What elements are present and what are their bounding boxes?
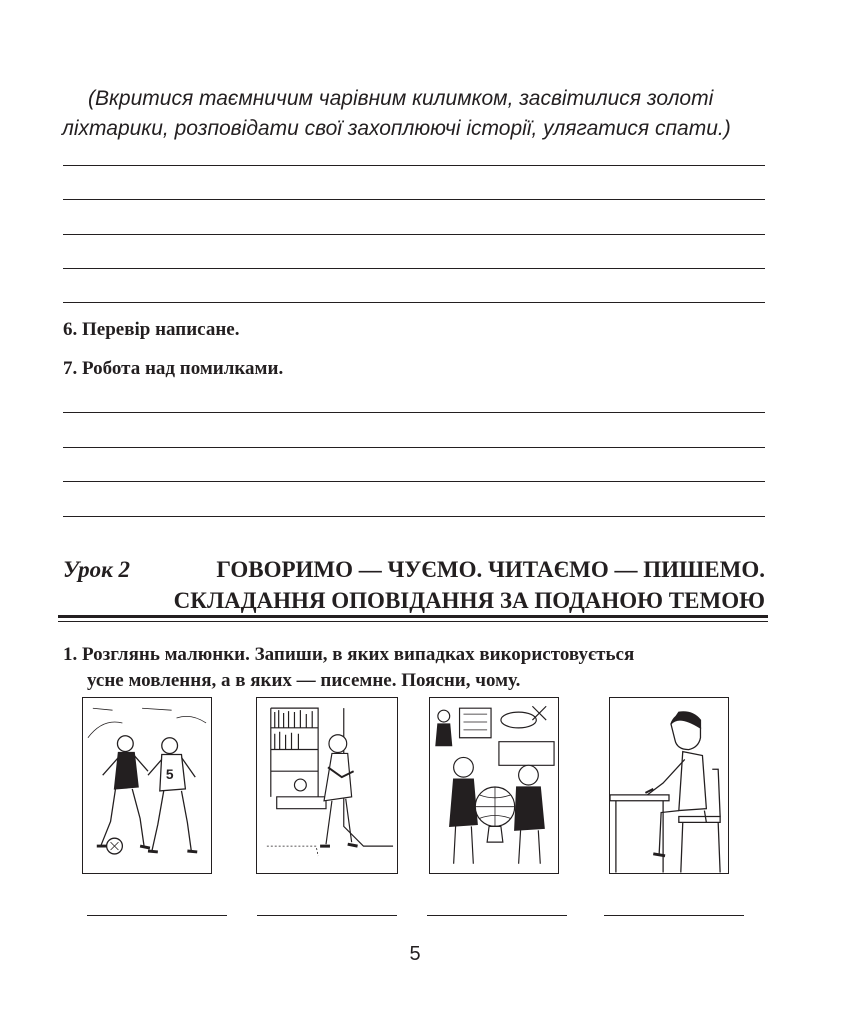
writing-line[interactable] — [63, 516, 765, 517]
lesson-label: Урок 2 — [63, 557, 130, 582]
task-6: 6. Перевір написане. — [63, 319, 240, 340]
answer-line-3[interactable] — [427, 915, 567, 916]
title-rule-thin — [58, 621, 768, 622]
writing-line[interactable] — [63, 268, 765, 269]
hint-line-2: ліхтарики, розповідати свої захоплюючі історії, улягатися спати.) — [62, 117, 731, 140]
writing-line[interactable] — [63, 447, 765, 448]
lesson-title-line-1: ГОВОРИМО — ЧУЄМО. ЧИТАЄМО — ПИШЕМО. — [216, 557, 765, 582]
task-1-line-1: 1. Розглянь малюнки. Запиши, в яких випадках використовується — [63, 644, 635, 665]
answer-line-2[interactable] — [257, 915, 397, 916]
writing-line[interactable] — [63, 302, 765, 303]
title-rule-thick — [58, 615, 768, 618]
answer-line-1[interactable] — [87, 915, 227, 916]
picture-football — [82, 697, 212, 874]
picture-library — [256, 697, 398, 874]
football-players-illustration — [83, 698, 211, 873]
task-7: 7. Робота над помилками. — [63, 358, 284, 379]
hint-text — [62, 84, 782, 144]
hint-line-1: (Вкритися таємничим чарівним килимком, засвітилися золоті — [88, 87, 714, 110]
jersey-number: 5 — [165, 767, 174, 783]
boy-writing-illustration — [610, 698, 728, 873]
picture-writing — [609, 697, 729, 874]
writing-line[interactable] — [63, 234, 765, 235]
writing-line[interactable] — [63, 165, 765, 166]
page-number: 5 — [409, 943, 421, 965]
answer-line-4[interactable] — [604, 915, 744, 916]
writing-line[interactable] — [63, 481, 765, 482]
writing-line[interactable] — [63, 412, 765, 413]
children-globe-illustration — [430, 698, 558, 873]
writing-line[interactable] — [63, 199, 765, 200]
lesson-title-line-2: СКЛАДАННЯ ОПОВІДАННЯ ЗА ПОДАНОЮ ТЕМОЮ — [173, 588, 765, 613]
task-1-line-2: усне мовлення, а в яких — писемне. Поясни, чому. — [87, 670, 521, 691]
task-1 — [63, 642, 783, 694]
picture-globe — [429, 697, 559, 874]
girl-library-illustration — [257, 698, 397, 873]
